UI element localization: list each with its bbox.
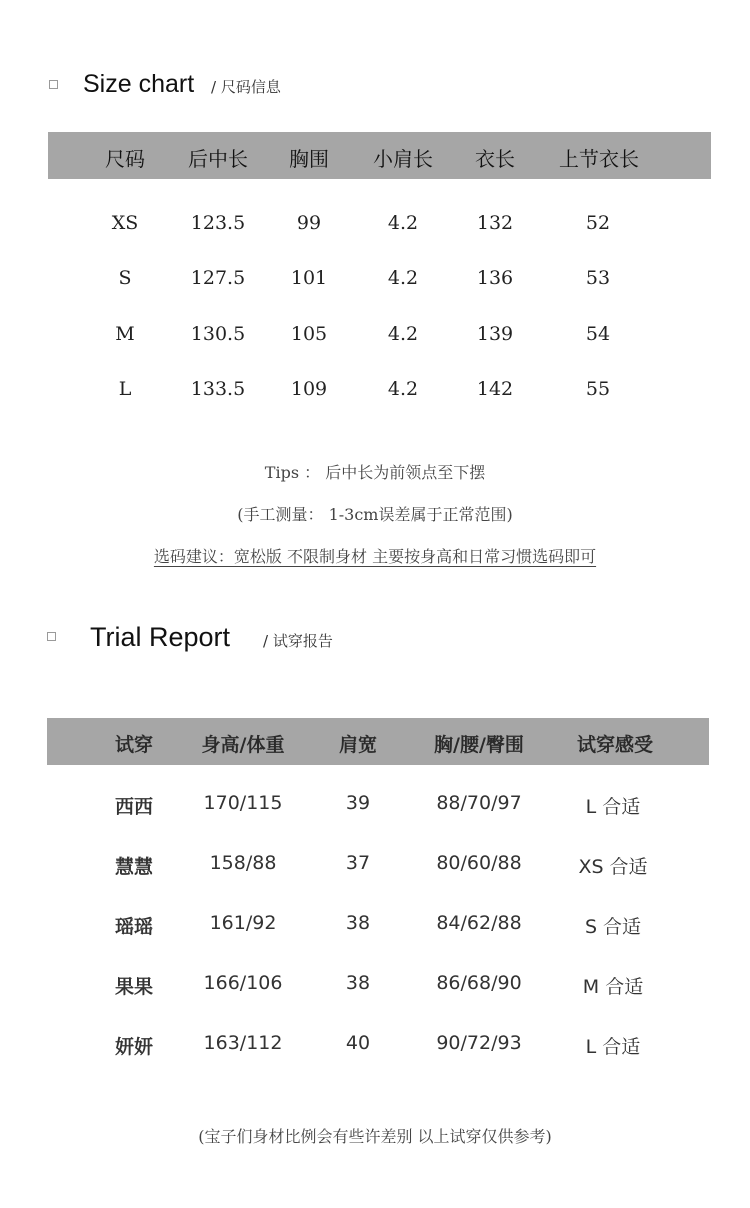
trial-cell: 84/62/88 [436, 912, 522, 934]
size-header-cell: 尺码 [105, 147, 145, 171]
trial-header-cell: 试穿 [114, 734, 154, 756]
size-cell: 4.2 [387, 212, 419, 234]
trial-cell: 90/72/93 [436, 1032, 522, 1054]
size-cell: 53 [585, 267, 611, 289]
size-cell: 99 [296, 212, 322, 234]
size-cell: L [118, 378, 132, 400]
size-cell: 123.5 [190, 212, 246, 234]
trial-cell: L 合适 [585, 796, 641, 818]
trial-cell: 37 [345, 852, 371, 874]
size-cell: 142 [476, 378, 514, 400]
size-header-cell: 后中长 [188, 147, 248, 171]
trial-name-cell: 果果 [114, 976, 154, 998]
trial-cell: 88/70/97 [436, 792, 522, 814]
size-cell: XS [111, 212, 139, 234]
size-cell: S [118, 267, 132, 289]
trial-report-marker-icon [47, 632, 56, 641]
trial-cell: 39 [345, 792, 371, 814]
trial-cell: 38 [345, 972, 371, 994]
size-header-cell: 胸围 [289, 147, 329, 171]
trial-footer-note: (宝子们身材比例会有些许差别 以上试穿仅供参考) [198, 1127, 552, 1146]
trial-table-header [47, 718, 709, 765]
trial-cell: 80/60/88 [436, 852, 522, 874]
size-chart-title: Size chart [83, 70, 195, 98]
size-cell: 136 [476, 267, 514, 289]
size-cell: 101 [290, 267, 328, 289]
trial-name-cell: 慧慧 [114, 856, 154, 878]
size-cell: 4.2 [387, 378, 419, 400]
size-table-header [48, 132, 711, 179]
size-chart-marker-icon [49, 80, 58, 89]
trial-header-cell: 肩宽 [338, 734, 378, 756]
size-suggestion-text: 选码建议：宽松版 不限制身材 主要按身高和日常习惯选码即可 [153, 547, 597, 566]
trial-cell: 163/112 [203, 1032, 283, 1054]
trial-cell: XS 合适 [578, 856, 648, 878]
size-cell: 133.5 [190, 378, 246, 400]
trial-header-cell: 胸/腰/臀围 [434, 734, 524, 756]
size-cell: 130.5 [190, 323, 246, 345]
trial-cell: 161/92 [209, 912, 277, 934]
trial-name-cell: 瑶瑶 [114, 916, 154, 938]
size-cell: 52 [585, 212, 611, 234]
trial-cell: 86/68/90 [436, 972, 522, 994]
size-header-cell: 上节衣长 [559, 147, 639, 171]
trial-name-cell: 妍妍 [114, 1036, 154, 1058]
trial-cell: 40 [345, 1032, 371, 1054]
trial-header-cell: 身高/体重 [201, 734, 285, 756]
size-header-cell: 衣长 [475, 147, 515, 171]
size-cell: 139 [476, 323, 514, 345]
trial-cell: S 合适 [584, 916, 642, 938]
trial-report-subtitle: / 试穿报告 [263, 632, 333, 650]
size-tips: Tips ： 后中长为前领点至下摆 [264, 463, 486, 482]
size-cell: 127.5 [190, 267, 246, 289]
size-cell: 109 [290, 378, 328, 400]
trial-cell: 166/106 [203, 972, 283, 994]
trial-report-title: Trial Report [90, 622, 231, 652]
size-cell: 54 [585, 323, 611, 345]
trial-cell: 158/88 [209, 852, 277, 874]
size-suggestion [0, 544, 750, 567]
measure-note: (手工测量： 1-3cm误差属于正常范围) [237, 505, 513, 524]
size-header-cell: 小肩长 [373, 147, 433, 171]
size-cell: 55 [585, 378, 611, 400]
size-cell: 105 [290, 323, 328, 345]
size-chart-subtitle: / 尺码信息 [211, 78, 281, 96]
size-cell: M [115, 323, 135, 345]
trial-header-cell: 试穿感受 [576, 734, 654, 756]
trial-cell: L 合适 [585, 1036, 641, 1058]
trial-name-cell: 西西 [114, 796, 154, 818]
trial-cell: 38 [345, 912, 371, 934]
size-cell: 132 [476, 212, 514, 234]
size-cell: 4.2 [387, 267, 419, 289]
trial-cell: M 合适 [582, 976, 644, 998]
trial-cell: 170/115 [203, 792, 283, 814]
size-cell: 4.2 [387, 323, 419, 345]
